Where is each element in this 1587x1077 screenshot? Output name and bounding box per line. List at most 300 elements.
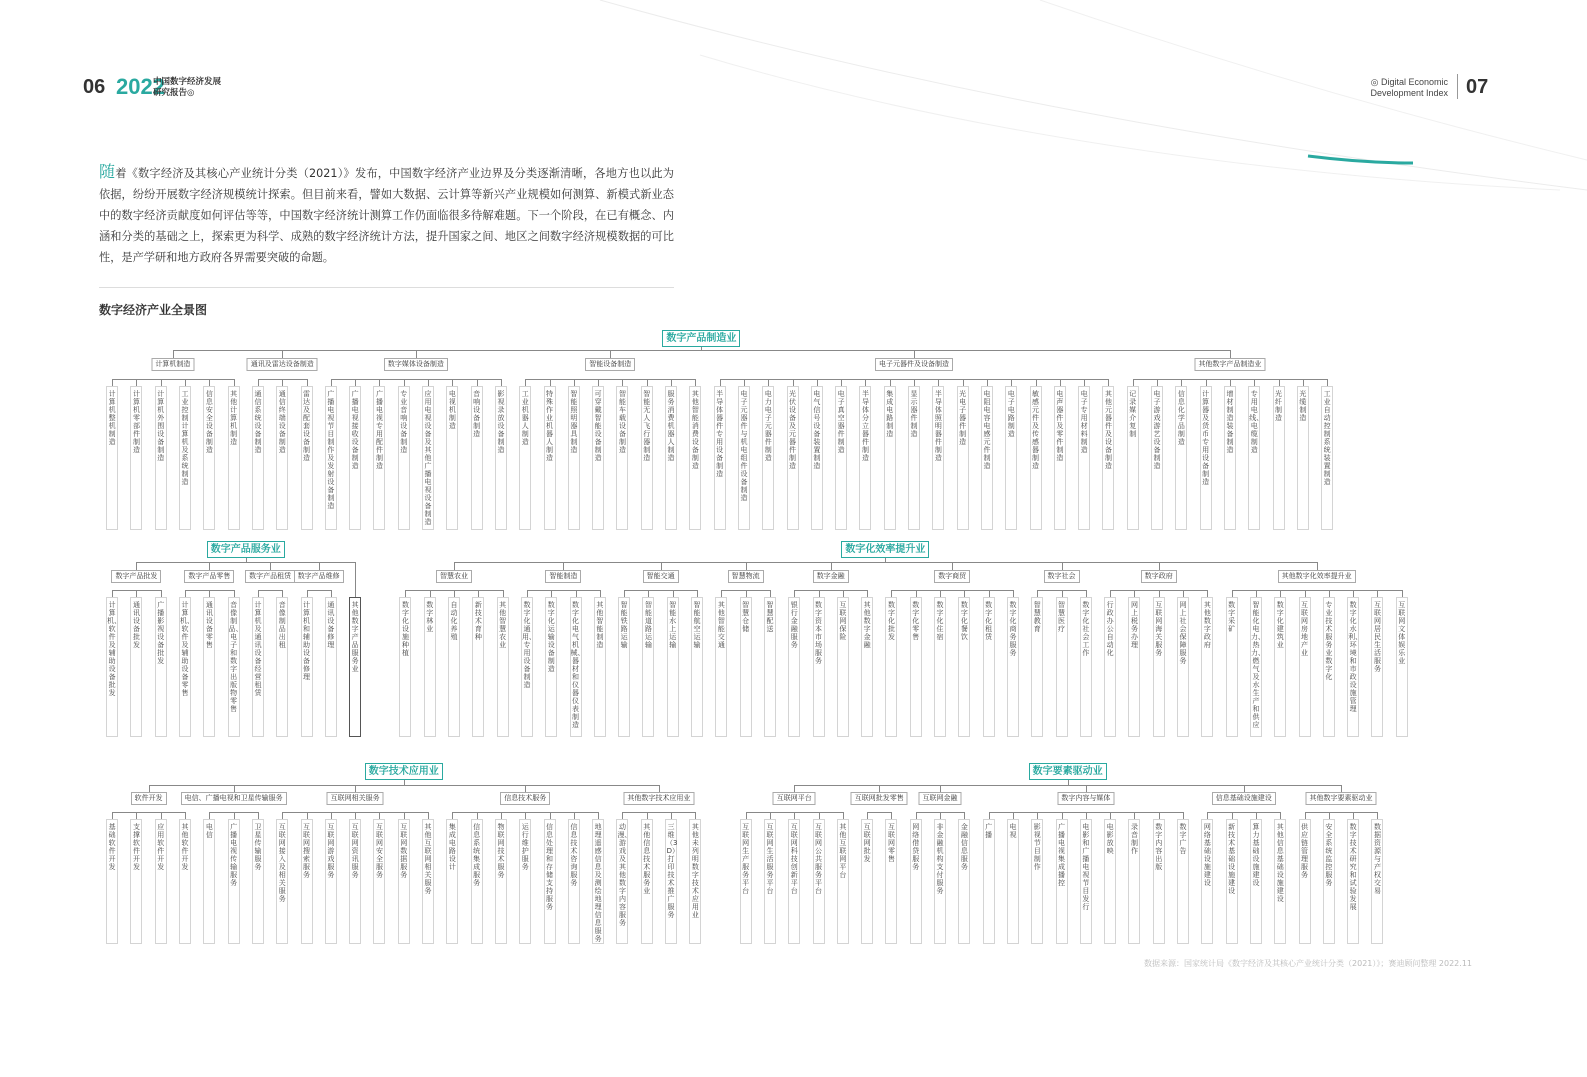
subcategory-label: 互联网批发零售 <box>851 792 908 805</box>
chart-title: 数字经济产业全景图 <box>99 303 208 317</box>
connector-line <box>1254 379 1255 386</box>
leaf-label: 电子元器件与机电组件设备制造 <box>740 390 748 502</box>
connector-line <box>355 379 356 386</box>
connector-line <box>331 812 332 819</box>
leaf-label: 数字化电气机械、器材和仪器仪表制造 <box>570 601 585 729</box>
leaf-category <box>252 819 264 944</box>
leaf-label: 广播电视节目制作及发射设备制造 <box>327 390 335 510</box>
connector-line <box>622 812 623 819</box>
connector-line <box>355 812 356 819</box>
leaf-category <box>1102 386 1114 530</box>
connector-line <box>477 379 478 386</box>
connector-line <box>720 379 721 386</box>
connector-line <box>1280 812 1281 819</box>
leaf-label: 智能铁路运输 <box>620 601 628 649</box>
leaf-category <box>1200 386 1212 530</box>
leaf-category <box>228 597 243 737</box>
leaf-label: 网上税务办理 <box>1130 601 1138 649</box>
connector-line <box>525 379 526 386</box>
leaf-label: 其他元器件及设备制造 <box>1104 390 1112 470</box>
leaf-category <box>740 819 752 944</box>
leaf-label: 电子真空器件制造 <box>837 390 845 454</box>
leaf-label: 算力基础设施建设 <box>1252 823 1260 887</box>
leaf-label: 其他智能制造 <box>596 601 604 649</box>
connector-line <box>794 785 795 792</box>
leaf-category <box>1201 597 1213 737</box>
leaf-category <box>228 819 240 944</box>
leaf-label: 银行金融服务 <box>790 601 798 649</box>
connector-line <box>770 812 771 819</box>
leaf-label: 信息处理和存储支持服务 <box>546 823 554 911</box>
leaf-label: 互联网批发 <box>863 823 871 863</box>
leaf-category <box>665 819 677 944</box>
connector-line <box>282 590 283 597</box>
leaf-category <box>691 597 703 737</box>
connector-line <box>1062 812 1063 819</box>
leaf-category <box>813 597 825 737</box>
leaf-category <box>762 386 774 530</box>
leaf-category <box>106 819 118 944</box>
connector-line <box>819 590 820 597</box>
connector-line <box>987 379 988 386</box>
connector-line <box>136 562 137 570</box>
connector-line <box>525 785 526 792</box>
connector-line <box>331 590 332 597</box>
leaf-label: 三维（3D）打印技术推广服务 <box>666 823 678 919</box>
leaf-category <box>1347 819 1359 944</box>
leaf-category <box>203 819 215 944</box>
connector-line <box>209 590 210 597</box>
leaf-category <box>106 386 118 530</box>
leaf-label: 数据资源与产权交易 <box>1373 823 1381 895</box>
connector-line <box>161 590 162 597</box>
connector-line <box>430 590 431 597</box>
leaf-label: 通讯设备批发 <box>132 601 140 649</box>
leaf-label: 数字化社会工作 <box>1082 601 1090 657</box>
leaf-label: 其他信息技术服务业 <box>643 823 651 895</box>
connector-line <box>185 590 186 597</box>
subcategory-label: 数字产品批发 <box>111 570 161 583</box>
subcategory-label: 互联网金融 <box>919 792 962 805</box>
leaf-category <box>1299 597 1311 737</box>
leaf-label: 广播电视集成播控 <box>1058 823 1066 887</box>
connector-line <box>1303 379 1304 386</box>
leaf-category <box>885 819 897 944</box>
subcategory-label: 数字产品租赁 <box>245 570 295 583</box>
leaf-label: 工业自动控制系统装置制造 <box>1323 390 1331 486</box>
connector-line <box>258 590 259 597</box>
connector-line <box>940 590 941 597</box>
leaf-category <box>398 819 410 944</box>
connector-line <box>112 590 113 597</box>
leaf-category <box>325 819 337 944</box>
leaf-label: 其他智能交通 <box>717 601 725 649</box>
connector-line <box>282 812 283 819</box>
leaf-category <box>910 819 922 944</box>
leaf-category <box>592 819 604 944</box>
leaf-category <box>1273 386 1285 530</box>
connector-line <box>1341 785 1342 792</box>
leaf-category <box>325 597 337 737</box>
connector-line <box>1230 350 1231 358</box>
leaf-category <box>544 386 556 530</box>
leaf-category <box>1396 597 1408 737</box>
connector-line <box>404 379 405 386</box>
leaf-category <box>373 386 385 530</box>
connector-line <box>1232 590 1233 597</box>
connector-line <box>550 379 551 386</box>
leaf-label: 集成电路制造 <box>886 390 894 438</box>
leaf-label: 互联网资讯服务 <box>351 823 359 879</box>
connector-line <box>867 590 868 597</box>
connector-line <box>525 379 695 380</box>
leaf-label: 基础软件开发 <box>108 823 116 871</box>
connector-line <box>1013 590 1014 597</box>
connector-line <box>1060 379 1061 386</box>
connector-line <box>428 379 429 386</box>
leaf-category <box>788 819 800 944</box>
leaf-category <box>1177 819 1189 944</box>
connector-line <box>525 812 526 819</box>
leaf-label: 信息系统集成服务 <box>473 823 481 887</box>
leaf-category <box>861 819 873 944</box>
leaf-label: 供应链管理服务 <box>1301 823 1309 879</box>
subcategory-label: 智能交通 <box>643 570 679 583</box>
leaf-label: 数字化通用、专用设备制造 <box>521 601 536 689</box>
connector-line <box>819 812 820 819</box>
leaf-label: 智能水上运输 <box>669 601 677 649</box>
leaf-label: 专业音响设备制造 <box>400 390 408 454</box>
leaf-label: 智能航空运输 <box>693 601 701 649</box>
connector-line <box>879 785 880 792</box>
leaf-category <box>788 597 800 737</box>
connector-line <box>149 785 659 786</box>
connector-line <box>136 562 355 563</box>
leaf-label: 服务消费机器人制造 <box>667 390 675 462</box>
leaf-label: 互联网安全服务 <box>375 823 383 879</box>
leaf-label: 光纤制造 <box>1275 390 1283 422</box>
connector-line <box>550 812 551 819</box>
connector-line <box>647 379 648 386</box>
connector-line <box>1084 379 1085 386</box>
connector-line <box>1108 379 1109 386</box>
leaf-category <box>1371 819 1383 944</box>
leaf-label: 光伏设备及元器件制造 <box>789 390 797 470</box>
subcategory-label: 电信、广播电视和卫星传输服务 <box>181 792 287 805</box>
leaf-category <box>424 597 436 737</box>
leaf-label: 运行维护服务 <box>521 823 529 871</box>
leaf-category <box>1056 819 1068 944</box>
leaf-category <box>837 819 849 944</box>
leaf-category <box>1031 819 1043 944</box>
connector-line <box>964 590 965 597</box>
leaf-category <box>618 597 630 737</box>
leaf-category <box>301 597 313 737</box>
report-year: 2022 <box>116 74 165 99</box>
leaf-category <box>813 819 825 944</box>
top-category-label: 数字要素驱动业 <box>1029 763 1107 780</box>
connector-line <box>1159 562 1160 570</box>
leaf-category <box>884 386 896 530</box>
connector-line <box>1206 379 1207 386</box>
connector-line <box>452 812 453 819</box>
connector-line <box>1110 590 1111 597</box>
leaf-category <box>885 597 897 737</box>
connector-line <box>1327 379 1328 386</box>
leaf-category <box>689 386 701 530</box>
leaf-label: 其他未列明数字技术应用业 <box>691 823 699 919</box>
leaf-category <box>1274 819 1286 944</box>
connector-line <box>817 379 818 386</box>
leaf-category <box>1151 386 1163 530</box>
connector-line <box>416 350 417 358</box>
leaf-label: 工业控制计算机及系统制造 <box>181 390 189 486</box>
leaf-label: 集成电路设计 <box>448 823 456 871</box>
connector-line <box>112 379 113 386</box>
connector-line <box>1305 590 1306 597</box>
leaf-category <box>521 597 536 737</box>
leaf-label: 数字化水利、环境和市政设施管理 <box>1348 601 1363 713</box>
leaf-category <box>910 597 922 737</box>
leaf-label: 互联网保险 <box>839 601 847 641</box>
leaf-category <box>1104 597 1116 737</box>
connector-line <box>964 812 965 819</box>
connector-line <box>551 590 552 597</box>
connector-line <box>843 812 844 819</box>
leaf-category <box>667 597 679 737</box>
leaf-label: 音响设备制造 <box>473 390 481 438</box>
connector-line <box>744 379 745 386</box>
connector-line <box>1207 812 1208 819</box>
leaf-label: 智慧教育 <box>1033 601 1041 633</box>
leaf-category <box>665 386 677 530</box>
connector-line <box>794 590 867 591</box>
leaf-label: 半导体照明器件制造 <box>934 390 942 462</box>
leaf-category <box>1127 386 1139 530</box>
leaf-label: 物联网技术服务 <box>497 823 505 879</box>
leaf-label: 互联网搜索服务 <box>303 823 311 879</box>
leaf-category <box>373 819 385 944</box>
top-category-label: 数字产品服务业 <box>207 541 285 558</box>
leaf-category <box>934 819 946 944</box>
leaf-label: 广播电视专用配件制造 <box>375 390 383 470</box>
connector-line <box>404 812 405 819</box>
leaf-label: 广播电视传输服务 <box>230 823 238 887</box>
connector-line <box>209 562 210 570</box>
leaf-label: 智能车载设备制造 <box>618 390 626 454</box>
subcategory-label: 信息技术服务 <box>500 792 550 805</box>
leaf-label: 计算机整机制造 <box>108 390 116 446</box>
leaf-label: 电影和广播电视节目发行 <box>1082 823 1090 911</box>
leaf-label: 计算器及货币专用设备制造 <box>1202 390 1210 486</box>
connector-line <box>574 379 575 386</box>
leaf-category <box>301 386 313 530</box>
leaf-category <box>934 597 946 737</box>
subcategory-label: 通讯及雷达设备制造 <box>247 358 318 371</box>
leaf-label: 支撑软件开发 <box>132 823 140 871</box>
leaf-label: 电子专用材料制造 <box>1080 390 1088 454</box>
leaf-category <box>570 597 585 737</box>
leaf-label: 电声器件及零件制造 <box>1056 390 1064 462</box>
connector-line <box>914 379 915 386</box>
leaf-label: 其他信息基础设施建设 <box>1276 823 1284 903</box>
top-category-label: 数字产品制造业 <box>662 330 740 347</box>
leaf-category <box>446 386 458 530</box>
leaf-label: 互联网文体娱乐业 <box>1398 601 1406 665</box>
connector-line <box>1086 590 1087 597</box>
leaf-category <box>1080 597 1092 737</box>
top-category-label: 数字化效率提升业 <box>841 541 929 558</box>
connector-line <box>185 812 186 819</box>
connector-line <box>891 590 892 597</box>
leaf-label: 应用软件开发 <box>157 823 165 871</box>
leaf-category <box>472 597 484 737</box>
connector-line <box>770 590 771 597</box>
leaf-category <box>594 597 606 737</box>
leaf-label: 广播电视接收设备制造 <box>351 390 359 470</box>
leaf-label: 电视机制造 <box>448 390 456 430</box>
connector-line <box>282 379 283 386</box>
leaf-label: 网上社会保障服务 <box>1179 601 1187 665</box>
leaf-category <box>983 597 995 737</box>
subcategory-label: 软件开发 <box>131 792 167 805</box>
leaf-label: 音像制品出租 <box>278 601 286 649</box>
leaf-category <box>422 386 434 530</box>
connector-line <box>454 562 455 570</box>
leaf-category <box>1030 386 1042 530</box>
connector-line <box>721 590 722 597</box>
leaf-label: 其他软件开发 <box>181 823 189 871</box>
leaf-label: 专用电线、电缆制造 <box>1249 390 1264 454</box>
leaf-category <box>616 819 632 944</box>
connector-line <box>379 812 380 819</box>
leaf-category <box>252 597 264 737</box>
connector-line <box>659 785 660 792</box>
leaf-label: 可穿戴智能设备制造 <box>594 390 602 462</box>
leaf-label: 通信终端设备制造 <box>278 390 286 454</box>
leaf-label: 广播 <box>985 823 993 839</box>
leaf-label: 记录媒介复制 <box>1129 390 1137 438</box>
connector-line <box>648 590 649 597</box>
connector-line <box>355 785 356 792</box>
leaf-label: 其他数字政府 <box>1203 601 1211 649</box>
leaf-label: 电影放映 <box>1106 823 1114 855</box>
leaf-category <box>908 386 920 530</box>
leaf-category <box>155 386 167 530</box>
subcategory-label: 其他数字技术应用业 <box>623 792 694 805</box>
leaf-label: 互联网科技创新平台 <box>790 823 798 895</box>
leaf-category <box>835 386 847 530</box>
leaf-category <box>764 819 776 944</box>
leaf-category <box>738 386 750 530</box>
connector-line <box>527 590 600 591</box>
leaf-label: 其他智慧农业 <box>499 601 507 649</box>
leaf-label: 数字化商务服务 <box>1009 601 1017 657</box>
leaf-label: 应用电视设备及其他广播电视设备制造 <box>424 390 432 526</box>
connector-line <box>891 590 1013 591</box>
english-title-line1: ◎ Digital Economic <box>1370 77 1448 87</box>
leaf-category <box>1347 597 1363 737</box>
connector-line <box>865 379 866 386</box>
intro-paragraph <box>99 161 674 268</box>
leaf-label: 计算机及通讯设备经营租赁 <box>254 601 262 697</box>
connector-line <box>622 379 623 386</box>
leaf-label: 工业机器人制造 <box>521 390 529 446</box>
leaf-label: 智能无人飞行器制造 <box>643 390 651 462</box>
connector-line <box>622 812 695 813</box>
leaf-category <box>349 597 361 737</box>
leaf-category <box>1250 819 1262 944</box>
leaf-label: 互联网海关服务 <box>1155 601 1163 657</box>
leaf-label: 网络借贷服务 <box>912 823 920 871</box>
leaf-category <box>1007 597 1019 737</box>
connector-line <box>501 379 502 386</box>
leaf-label: 广播影视设备批发 <box>157 601 165 665</box>
leaf-category <box>1078 386 1090 530</box>
leaf-label: 数字技术研究和试验发展 <box>1349 823 1357 911</box>
leaf-label: 其他计算机制造 <box>230 390 238 446</box>
subcategory-label: 数字产品零售 <box>184 570 234 583</box>
leaf-label: 智能道路运输 <box>644 601 652 649</box>
connector-line <box>867 812 891 813</box>
connector-line <box>307 590 331 591</box>
leaf-label: 电阻电容电感元件制造 <box>983 390 991 470</box>
connector-line <box>428 812 429 819</box>
leaf-category <box>1299 819 1311 944</box>
leaf-label: 智能化电力、热力、燃气及水生产和供应 <box>1250 601 1265 729</box>
connector-line <box>831 562 832 570</box>
leaf-category <box>715 597 727 737</box>
connector-line <box>610 350 611 358</box>
leaf-label: 非金融机构支付服务 <box>936 823 944 895</box>
leaf-category <box>1056 597 1068 737</box>
connector-line <box>867 812 868 819</box>
subcategory-label: 互联网相关服务 <box>327 792 384 805</box>
connector-line <box>746 812 747 819</box>
leaf-label: 计算机、软件及辅助设备批发 <box>107 601 122 697</box>
leaf-label: 互联网公共服务平台 <box>815 823 823 895</box>
connector-line <box>794 785 1341 786</box>
connector-line <box>234 590 235 597</box>
connector-line <box>647 812 648 819</box>
leaf-category <box>592 386 604 530</box>
connector-line <box>452 379 453 386</box>
leaf-label: 通信系统设备制造 <box>254 390 262 454</box>
subcategory-label: 数字产品维修 <box>294 570 344 583</box>
leaf-category <box>497 597 509 737</box>
connector-line <box>112 379 234 380</box>
leaf-category <box>252 386 264 530</box>
leaf-label: 影视节目制作 <box>1033 823 1041 871</box>
leaf-label: 信息技术咨询服务 <box>570 823 578 887</box>
leaf-label: 增材制造装备制造 <box>1226 390 1234 454</box>
subcategory-label: 智能制造 <box>545 570 581 583</box>
subcategory-label: 数字商贸 <box>934 570 970 583</box>
connector-line <box>576 590 577 597</box>
connector-line <box>112 812 113 819</box>
leaf-category <box>932 386 944 530</box>
intro-text: 着《数字经济及其核心产业统计分类（2021）》发布，中国数字经济产业边界及分类逐渐清晰，各地方也以此为依据，纷纷开展数字经济规模统计探索。但目前来看，譬如大数据、云计算等新兴产业规模如何测算、新模式新业态中的数字经济贡献度如何评估等等，中国数字经济统计测算工作仍面临很多待解难题。下一个阶段，在已有概念、内涵和分类的基础之上，探索更为科学、成熟的数字经济统计方法，提升国家之间、地区之间数字经济规模数据的可比性，是产学研和地方政府各界需要突破的命题。 <box>99 167 674 264</box>
connector-line <box>841 379 842 386</box>
intro-divider <box>99 287 674 288</box>
leaf-category <box>130 597 142 737</box>
connector-line <box>454 590 455 597</box>
connector-line <box>149 785 150 792</box>
leaf-label: 数字内容出版 <box>1155 823 1163 871</box>
connector-line <box>563 562 564 570</box>
connector-line <box>258 812 259 819</box>
connector-line <box>914 350 915 358</box>
